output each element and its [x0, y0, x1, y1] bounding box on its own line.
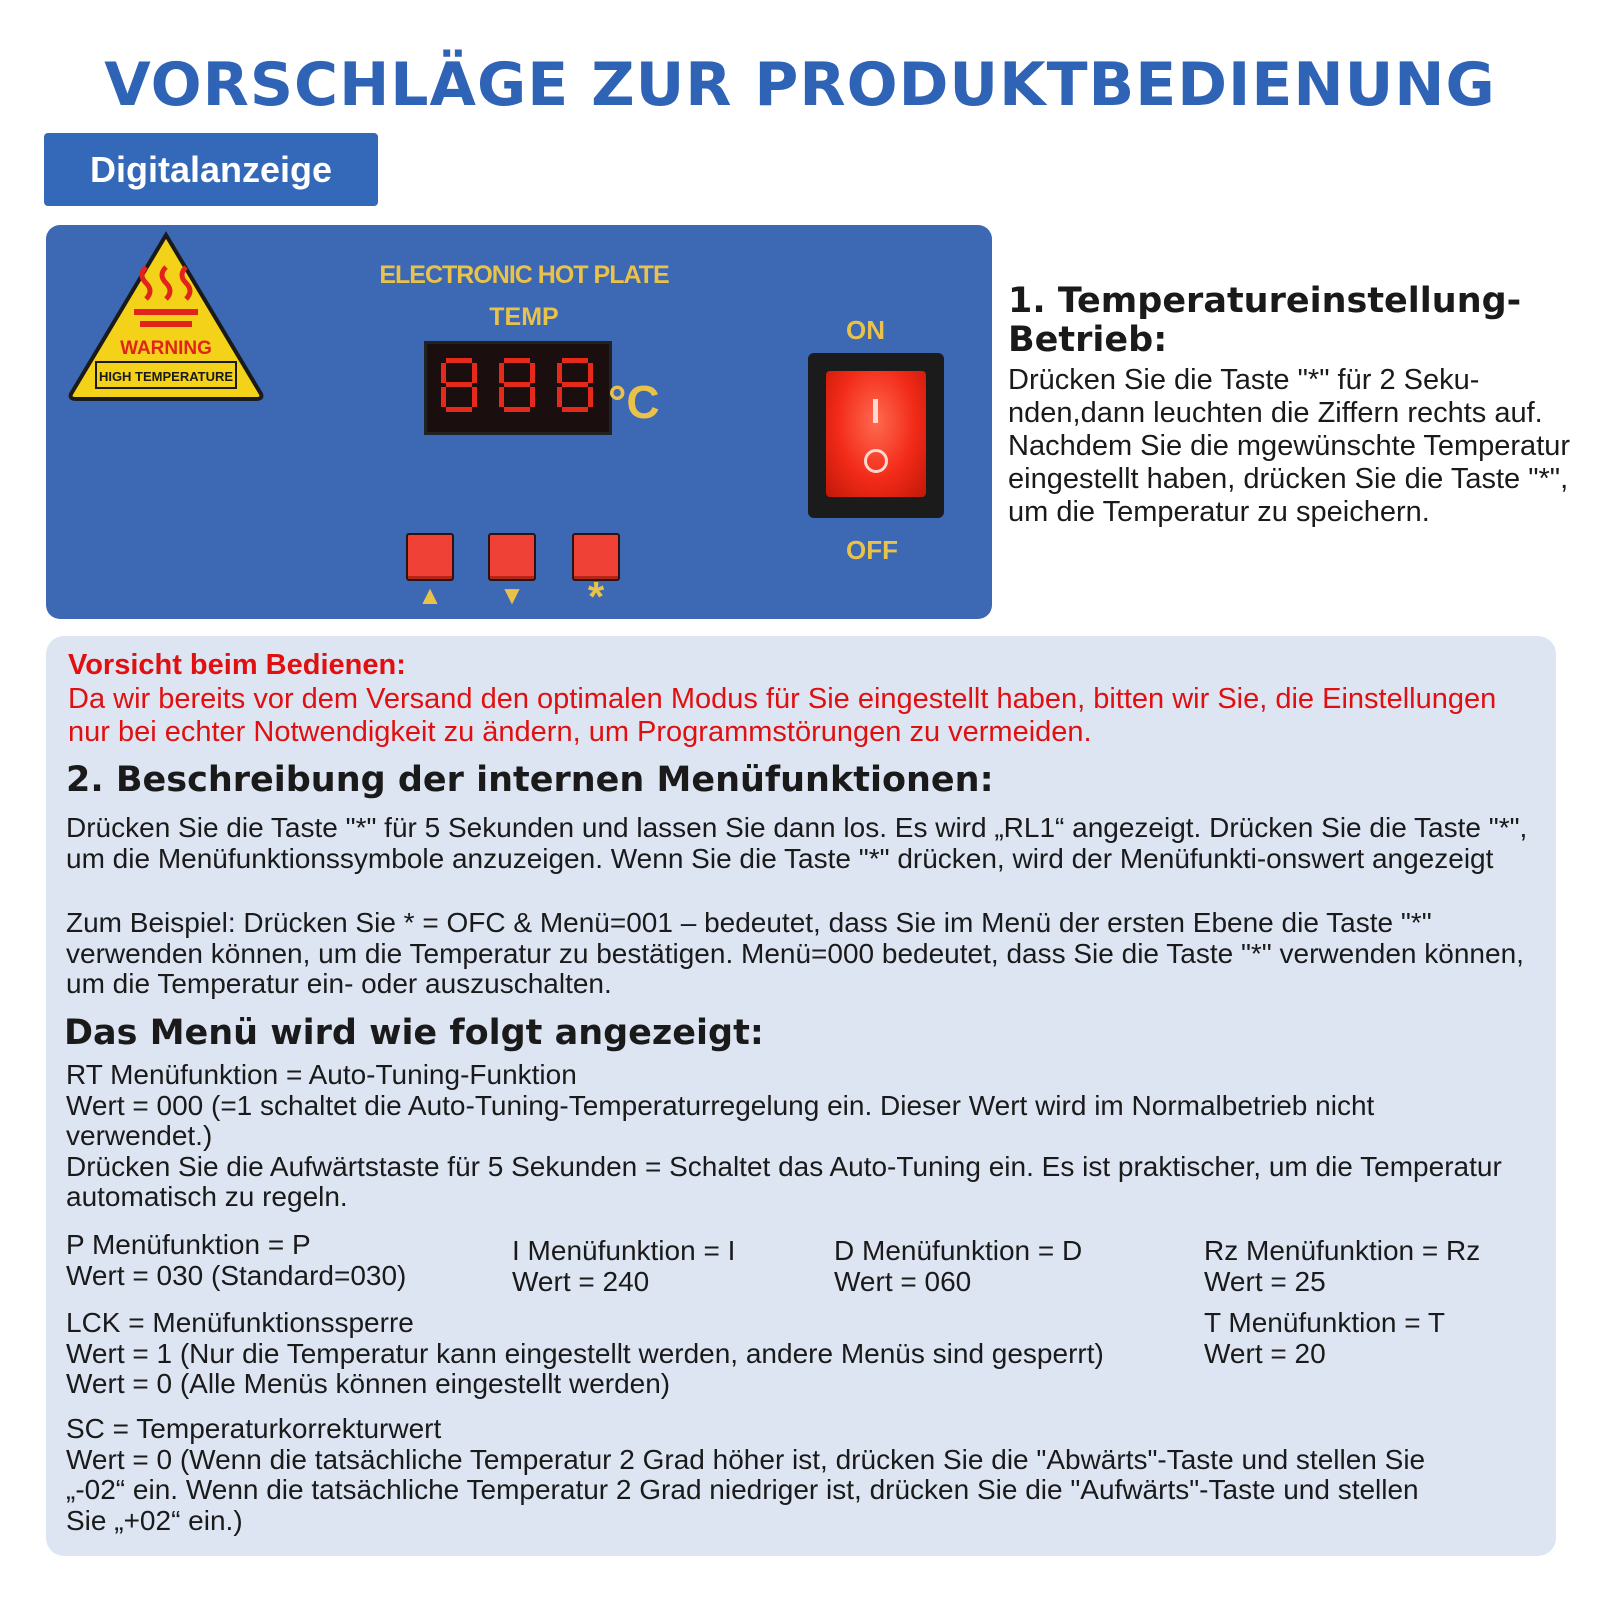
- section1-text: Drücken Sie die Taste "*" für 2 Seku-nden,dann leuchten die Ziffern rechts auf. Nachdem Sie die mgewünschte Temperatur eingestellt haben, drücken Sie die Taste "*", um die Temperatur zu speichern.: [1008, 364, 1571, 528]
- lck-name: LCK = Menüfunktionssperre: [66, 1307, 414, 1338]
- menu-t: [1204, 1308, 1544, 1369]
- control-panel: [46, 225, 992, 619]
- down-button[interactable]: [488, 533, 536, 581]
- warning-sub-label: HIGH TEMPERATURE: [98, 369, 234, 384]
- menu-rt: [66, 1060, 1536, 1213]
- warning-triangle-icon: [66, 229, 266, 404]
- triangle-up-icon: ▲: [417, 580, 443, 610]
- info-box: [46, 636, 1556, 1556]
- temp-label: TEMP: [489, 303, 559, 331]
- led-digit: [497, 356, 537, 414]
- section2-para2: Zum Beispiel: Drücken Sie * = OFC & Menü=001 – bedeutet, dass Sie im Menü der ersten Ebene die Taste "*" verwenden können, um die Temperatur zu bestätigen. Menü=000 bedeutet, dass Sie die Taste "*" verwenden können, um die Temperatur ein- oder auszuschalten.: [66, 907, 1524, 999]
- rt-name: RT Menüfunktion = Auto-Tuning-Funktion: [66, 1059, 577, 1090]
- up-button[interactable]: [406, 533, 454, 581]
- d-name: D Menüfunktion = D: [834, 1235, 1083, 1266]
- section-tab: Digitalanzeige: [44, 133, 378, 206]
- menu-d: [834, 1236, 1174, 1297]
- page-title: VORSCHLÄGE ZUR PRODUKTBEDIENUNG: [104, 50, 1496, 120]
- led-display: [424, 341, 612, 435]
- lck-value1: Wert = 1 (Nur die Temperatur kann eingestellt werden, andere Menüs sind gesperrt): [66, 1337, 1104, 1369]
- section1-heading: 1. Temperatureinstellung-Betrieb:: [1008, 281, 1522, 360]
- power-switch[interactable]: [808, 353, 944, 518]
- p-name: P Menüfunktion = P: [66, 1229, 311, 1260]
- menu-rz: [1204, 1236, 1544, 1297]
- menu-lck: [66, 1308, 1186, 1400]
- warning-label: WARNING: [120, 338, 212, 359]
- rt-value: Wert = 000 (=1 schaltet die Auto-Tuning-Temperaturregelung ein. Dieser Wert wird im Normalbetrieb nicht verwendet.): [66, 1089, 1375, 1151]
- menu-sc: [66, 1414, 1446, 1536]
- section2-heading: 2. Beschreibung der internen Menüfunktionen:: [66, 760, 994, 800]
- off-mark-icon: [864, 449, 888, 473]
- off-label: OFF: [846, 535, 898, 565]
- rt-hint: Drücken Sie die Aufwärtstaste für 5 Sekunden = Schaltet das Auto-Tuning ein. Es ist praktischer, um die Temperatur automatisch zu regeln.: [66, 1150, 1502, 1212]
- power-rocker[interactable]: [826, 371, 926, 497]
- t-value: Wert = 20: [1204, 1337, 1326, 1369]
- on-label: ON: [846, 315, 885, 345]
- section2-para1: Drücken Sie die Taste "*" für 5 Sekunden und lassen Sie dann los. Es wird „RL1“ angezeigt. Drücken Sie die Taste "*", um die Menüfunktionssymbole anzuzeigen. Wenn Sie die Taste "*" drücken, wird der Menüfunkti-onswert angezeigt: [66, 812, 1528, 874]
- i-name: I Menüfunktion = I: [512, 1235, 736, 1266]
- rz-value: Wert = 25: [1204, 1265, 1326, 1297]
- p-value: Wert = 030 (Standard=030): [66, 1259, 407, 1291]
- led-digit: [439, 356, 479, 414]
- menu-heading: Das Menü wird wie folgt angezeigt:: [64, 1013, 764, 1053]
- i-value: Wert = 240: [512, 1265, 650, 1297]
- t-name: T Menüfunktion = T: [1204, 1307, 1445, 1338]
- sc-value: Wert = 0 (Wenn die tatsächliche Temperatur 2 Grad höher ist, drücken Sie die "Abwärts"-Taste und stellen Sie „-02“ ein. Wenn die tatsächliche Temperatur 2 Grad niedriger ist, drücken Sie die "Aufwärts"-Taste und stellen Sie „+02“ ein.): [66, 1443, 1426, 1536]
- unit-label: °C: [608, 376, 660, 428]
- d-value: Wert = 060: [834, 1265, 972, 1297]
- on-mark-icon: [873, 399, 878, 423]
- caution-text: Da wir bereits vor dem Versand den optimalen Modus für Sie eingestellt haben, bitten wir Sie, die Einstellungen nur bei echter Notwendigkeit zu ändern, um Programmstörungen zu vermeiden.: [68, 683, 1497, 748]
- lck-value2: Wert = 0 (Alle Menüs können eingestellt werden): [66, 1368, 671, 1399]
- led-digit: [555, 356, 595, 414]
- menu-i: [512, 1236, 812, 1297]
- sc-name: SC = Temperaturkorrekturwert: [66, 1413, 442, 1444]
- device-title: ELECTRONIC HOT PLATE: [379, 261, 669, 289]
- caution-heading: Vorsicht beim Bedienen:: [68, 649, 406, 681]
- asterisk-icon: *: [587, 573, 605, 619]
- triangle-down-icon: ▼: [499, 580, 525, 610]
- rz-name: Rz Menüfunktion = Rz: [1204, 1235, 1481, 1266]
- menu-p: [66, 1230, 526, 1291]
